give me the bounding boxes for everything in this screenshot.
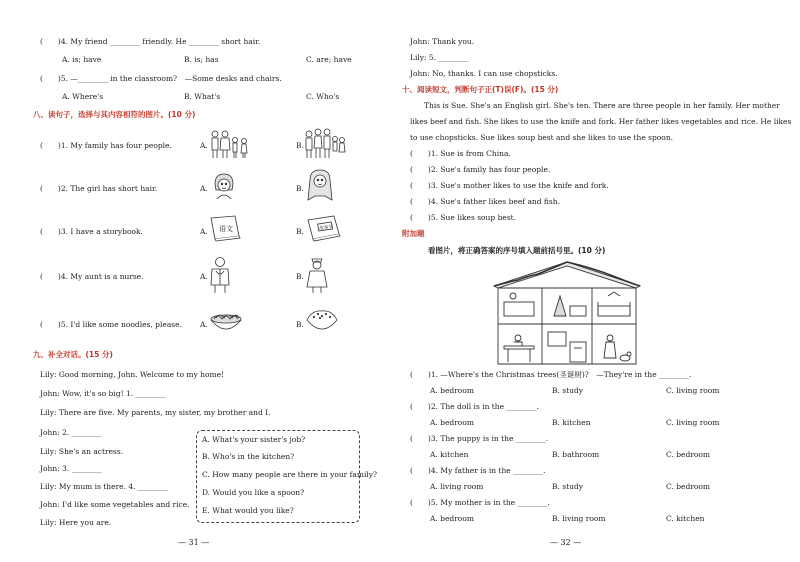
- option-b: B. living room: [552, 514, 606, 523]
- noodles-image: [208, 308, 244, 336]
- label-a: A.: [200, 320, 208, 329]
- option-b: B. is; has: [184, 55, 219, 64]
- extra-question-2: ( )2. The doll is in the ________.: [410, 402, 539, 411]
- option-b: B. What's: [184, 92, 221, 101]
- dialog-cont-1: John: Thank you.: [410, 37, 475, 46]
- label-b: B.: [296, 141, 304, 150]
- book-b-title: 故事书: [319, 224, 334, 232]
- label-b: B.: [296, 320, 304, 329]
- extra-title: 附加题: [402, 229, 425, 238]
- picture-question-4: ( )4. My aunt is a nurse.: [40, 272, 144, 281]
- dialog-line-9: Lily: Here you are.: [40, 518, 112, 527]
- extra-question-5: ( )5. My mother is in the ________.: [410, 498, 550, 507]
- passage-line-3: to use chopsticks. Sue likes soup best and she likes to use the spoon.: [410, 133, 674, 142]
- dialog-line-5: Lily: She's an actress.: [40, 447, 124, 456]
- option-c: C. bedroom: [666, 450, 711, 459]
- picture-question-1: ( )1. My family has four people.: [40, 141, 172, 150]
- option-a: A. Where's: [62, 92, 104, 101]
- option-c: C. living room: [666, 418, 720, 427]
- option-c: C. bedroom: [666, 482, 711, 491]
- judge-item-2: ( )2. Sue's family has four people.: [410, 165, 551, 174]
- dialog-line-6: John: 3. ________: [40, 464, 102, 473]
- option-a: A. bedroom: [430, 386, 474, 395]
- option-c: C. Who's: [306, 92, 340, 101]
- picture-question-5: ( )5. I'd like some noodles, please.: [40, 320, 182, 329]
- question-5: ( )5. —________ in the classroom? —Some desks and chairs.: [40, 74, 282, 83]
- option-b: B. study: [552, 482, 584, 491]
- judge-item-5: ( )5. Sue likes soup best.: [410, 213, 517, 222]
- doctor-image: [207, 255, 233, 295]
- judge-item-4: ( )4. Sue's father likes beef and fish.: [410, 197, 560, 206]
- option-b: B. kitchen: [552, 418, 591, 427]
- family-of-five-image: [303, 126, 347, 160]
- option-a: A. bedroom: [430, 418, 474, 427]
- choice-e: E. What would you like?: [202, 506, 294, 515]
- chinese-book-image: [207, 214, 243, 242]
- option-b: B. study: [552, 386, 584, 395]
- girl-long-hair-image: [305, 168, 335, 204]
- extra-question-4: ( )4. My father is in the ________.: [410, 466, 546, 475]
- option-c: C. living room: [666, 386, 720, 395]
- option-a: A. is; have: [62, 55, 102, 64]
- option-a: A. bedroom: [430, 514, 474, 523]
- choice-box: [196, 430, 378, 523]
- dialog-line-4: John: 2. ________: [40, 428, 102, 437]
- dialog-line-7: Lily: My mum is there. 4. ________: [40, 482, 168, 491]
- dialog-line-8: John: I'd like some vegetables and rice.: [40, 500, 190, 509]
- passage-line-2: likes beef and fish. She likes to use the knife and fork. Her father likes vegetables and rice. He likes: [410, 117, 792, 126]
- family-of-four-image: [208, 128, 250, 160]
- section-8-title: 八、读句子，选择与其内容相符的图片。(10 分): [33, 110, 196, 119]
- label-a: A.: [200, 141, 208, 150]
- book-a-title: 语文: [219, 225, 233, 233]
- judge-item-3: ( )3. Sue's mother likes to use the knife and fork.: [410, 181, 609, 190]
- storybook-image: [304, 214, 344, 242]
- label-a: A.: [200, 227, 208, 236]
- judge-item-1: ( )1. Sue is from China.: [410, 149, 511, 158]
- picture-question-2: ( )2. The girl has short hair.: [40, 184, 158, 193]
- option-a: A. kitchen: [430, 450, 469, 459]
- option-a: A. living room: [430, 482, 484, 491]
- girl-short-hair-image: [210, 172, 238, 202]
- choice-c: C. How many people are there in your family?: [202, 470, 378, 479]
- nurse-image: [304, 255, 330, 295]
- label-a: A.: [200, 184, 208, 193]
- section-10-title: 十、阅读短文，判断句子正(T)误(F)。(15 分): [402, 85, 559, 94]
- option-b: B. bathroom: [552, 450, 600, 459]
- extra-instruction: 看图片，将正确答案的序号填入题前括号里。(10 分): [428, 246, 606, 255]
- extra-question-1: ( )1. —Where's the Christmas trees(圣诞树)? —They're in the ________.: [410, 370, 692, 379]
- passage-line-1: This is Sue. She's an English girl. She's ten. There are three people in her family. Her mother: [424, 101, 780, 110]
- label-b: B.: [296, 227, 304, 236]
- choice-d: D. Would you like a spoon?: [202, 488, 305, 497]
- option-c: C. are; have: [306, 55, 352, 64]
- dialog-line-2: John: Wow, it's so big! 1. ________: [40, 389, 166, 398]
- house-picture: [488, 258, 646, 366]
- dialog-line-1: Lily: Good morning, John. Welcome to my home!: [40, 370, 225, 379]
- extra-question-3: ( )3. The puppy is in the ________.: [410, 434, 549, 443]
- label-b: B.: [296, 272, 304, 281]
- section-9-title: 九、补全对话。(15 分): [33, 350, 113, 359]
- picture-question-3: ( )3. I have a storybook.: [40, 227, 143, 236]
- question-4: ( )4. My friend ________ friendly. He ________ short hair.: [40, 37, 261, 46]
- page-number: — 32 —: [550, 538, 582, 547]
- choice-b: B. Who's in the kitchen?: [202, 452, 295, 461]
- right-page: [400, 0, 800, 562]
- page-number: — 31 —: [178, 538, 210, 547]
- dialog-cont-3: John: No, thanks. I can use chopsticks.: [410, 69, 558, 78]
- label-b: B.: [296, 184, 304, 193]
- choice-a: A. What's your sister's job?: [202, 435, 306, 444]
- rice-image: [304, 308, 340, 336]
- option-c: C. kitchen: [666, 514, 705, 523]
- label-a: A.: [200, 272, 208, 281]
- dialog-line-3: Lily: There are five. My parents, my sister, my brother and I.: [40, 408, 271, 417]
- dialog-cont-2: Lily: 5. ________: [410, 53, 469, 62]
